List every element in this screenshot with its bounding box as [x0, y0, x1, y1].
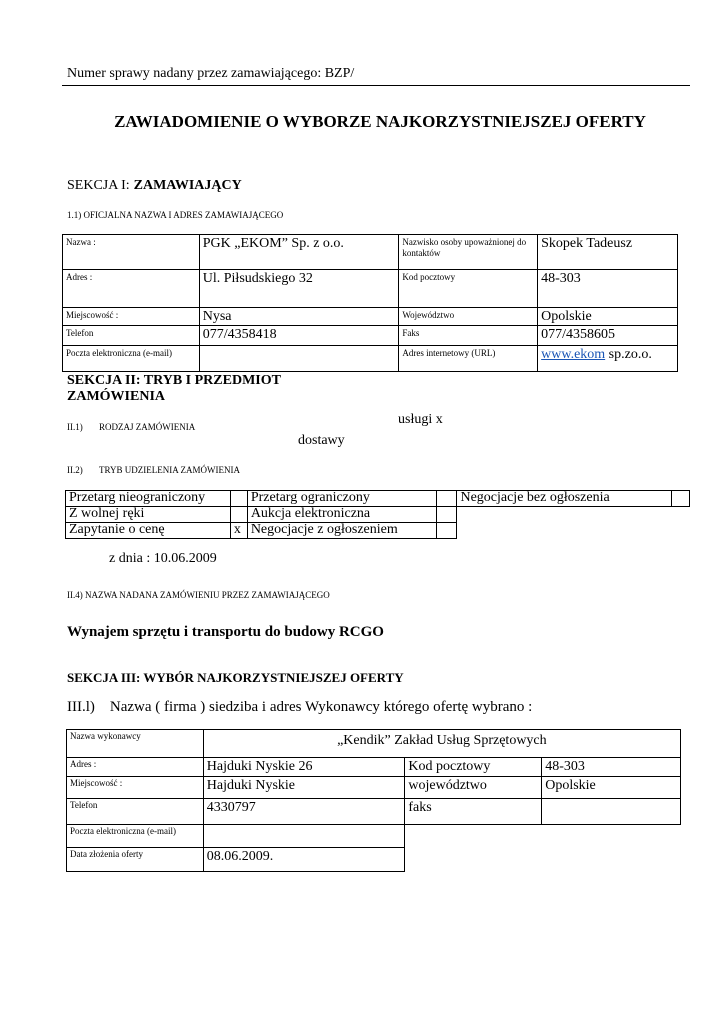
- contractor-email-label: Poczta elektroniczna (e-mail): [67, 825, 204, 848]
- iii1-heading: III.l) Nazwa ( firma ) siedziba i adres Wykonawcy którego ofertę wybrano :: [67, 699, 533, 715]
- section-1-title: ZAMAWIAJĄCY: [133, 178, 242, 193]
- table-row: [67, 758, 681, 777]
- postal-code-label: Kod pocztowy: [399, 270, 538, 308]
- empty-cell: [542, 825, 681, 848]
- address-label: Adres :: [63, 270, 200, 308]
- contractor-city-value: Hajduki Nyskie: [203, 777, 405, 799]
- mode-electronic-auction-mark: [436, 507, 457, 523]
- website-link[interactable]: www.ekom: [541, 347, 606, 362]
- mode-single-source-mark: [230, 507, 247, 523]
- mode-limited-tender-mark: [436, 491, 457, 507]
- mode-unlimited-tender-mark: [230, 491, 247, 507]
- contractor-postal-code-value: 48-303: [542, 758, 681, 777]
- table-row: [66, 523, 690, 539]
- mode-single-source: Z wolnej ręki: [66, 507, 231, 523]
- mode-negotiation-without-notice-mark: [672, 491, 690, 507]
- section-2-heading: [67, 373, 281, 405]
- ii4-label: II.4) NAZWA NADANA ZAMÓWIENIU PRZEZ ZAMAWIAJĄCEGO: [67, 590, 330, 600]
- empty-cell: [405, 848, 542, 872]
- mode-price-inquiry-mark: x: [230, 523, 247, 539]
- ii1-number: II.1): [67, 422, 83, 432]
- date-line: z dnia : 10.06.2009: [109, 551, 217, 566]
- city-label: Miejscowość :: [63, 308, 200, 326]
- name-label: Nazwa :: [63, 235, 200, 270]
- website-value: [538, 346, 678, 372]
- contracting-authority-table: [62, 234, 678, 372]
- ii1-label: RODZAJ ZAMÓWIENIA: [99, 422, 196, 432]
- contractor-address-value: Hajduki Nyskie 26: [203, 758, 405, 777]
- contractor-phone-value: 4330797: [203, 799, 405, 825]
- contact-person-label: Nazwisko osoby upoważnionej do kontaktów: [399, 235, 538, 270]
- section-2-title-line2: ZAMÓWIENIA: [67, 389, 166, 404]
- offer-date-label: Data złożenia oferty: [67, 848, 204, 872]
- contractor-postal-code-label: Kod pocztowy: [405, 758, 542, 777]
- case-number: Numer sprawy nadany przez zamawiającego: BZP/: [67, 66, 355, 81]
- table-row: [67, 848, 681, 872]
- address-value: Ul. Piłsudskiego 32: [199, 270, 399, 308]
- mode-electronic-auction: Aukcja elektroniczna: [247, 507, 436, 523]
- option-supplies: dostawy: [298, 433, 345, 448]
- ii2-label: TRYB UDZIELENIA ZAMÓWIENIA: [99, 465, 240, 475]
- contractor-table: [66, 729, 681, 872]
- mode-limited-tender: Przetarg ograniczony: [247, 491, 436, 507]
- empty-cell: [457, 507, 672, 523]
- table-row: [67, 799, 681, 825]
- email-value: [199, 346, 399, 372]
- website-suffix: sp.zo.o.: [605, 347, 652, 362]
- contractor-province-label: województwo: [405, 777, 542, 799]
- offer-date-value: 08.06.2009.: [203, 848, 405, 872]
- table-row: [63, 346, 678, 372]
- contractor-city-label: Miejscowość :: [67, 777, 204, 799]
- website-label: Adres internetowy (URL): [399, 346, 538, 372]
- fax-value: 077/4358605: [538, 326, 678, 346]
- contractor-address-label: Adres :: [67, 758, 204, 777]
- header-divider: [62, 85, 690, 86]
- empty-cell: [672, 507, 690, 523]
- empty-cell: [405, 825, 542, 848]
- table-row: [63, 270, 678, 308]
- section-2-title-line1: SEKCJA II: TRYB I PRZEDMIOT: [67, 373, 281, 388]
- order-name: Wynajem sprzętu i transportu do budowy RCGO: [67, 624, 384, 640]
- contractor-fax-value: [542, 799, 681, 825]
- contractor-province-value: Opolskie: [542, 777, 681, 799]
- table-row: [63, 326, 678, 346]
- postal-code-value: 48-303: [538, 270, 678, 308]
- phone-label: Telefon: [63, 326, 200, 346]
- mode-price-inquiry: Zapytanie o cenę: [66, 523, 231, 539]
- contractor-fax-label: faks: [405, 799, 542, 825]
- table-row: [67, 825, 681, 848]
- table-row: [66, 491, 690, 507]
- name-value: PGK „EKOM” Sp. z o.o.: [199, 235, 399, 270]
- option-services: usługi x: [398, 412, 443, 427]
- table-row: [66, 507, 690, 523]
- city-value: Nysa: [199, 308, 399, 326]
- procedure-mode-table: [65, 490, 690, 539]
- contractor-email-value: [203, 825, 405, 848]
- fax-label: Faks: [399, 326, 538, 346]
- section-1-label: SEKCJA I:: [67, 178, 130, 193]
- section-1-subheading: 1.1) OFICJALNA NAZWA I ADRES ZAMAWIAJĄCEGO: [67, 210, 284, 220]
- table-row: [67, 730, 681, 758]
- mode-negotiation-without-notice: Negocjacje bez ogłoszenia: [457, 491, 672, 507]
- table-row: [67, 777, 681, 799]
- table-row: [63, 308, 678, 326]
- phone-value: 077/4358418: [199, 326, 399, 346]
- ii2-number: II.2): [67, 465, 83, 475]
- contractor-name-label: Nazwa wykonawcy: [67, 730, 204, 758]
- mode-negotiation-with-notice: Negocjacje z ogłoszeniem: [247, 523, 436, 539]
- section-3-heading: SEKCJA III: WYBÓR NAJKORZYSTNIEJSZEJ OFERTY: [67, 670, 404, 685]
- empty-cell: [672, 523, 690, 539]
- document-title: ZAWIADOMIENIE O WYBORZE NAJKORZYSTNIEJSZEJ OFERTY: [114, 112, 646, 131]
- table-row: [63, 235, 678, 270]
- empty-cell: [457, 523, 672, 539]
- contact-person-value: Skopek Tadeusz: [538, 235, 678, 270]
- province-label: Województwo: [399, 308, 538, 326]
- mode-negotiation-with-notice-mark: [436, 523, 457, 539]
- mode-unlimited-tender: Przetarg nieograniczony: [66, 491, 231, 507]
- province-value: Opolskie: [538, 308, 678, 326]
- contractor-phone-label: Telefon: [67, 799, 204, 825]
- contractor-name-value: „Kendik” Zakład Usług Sprzętowych: [203, 730, 680, 758]
- section-1-heading: [67, 178, 242, 194]
- email-label: Poczta elektroniczna (e-mail): [63, 346, 200, 372]
- empty-cell: [542, 848, 681, 872]
